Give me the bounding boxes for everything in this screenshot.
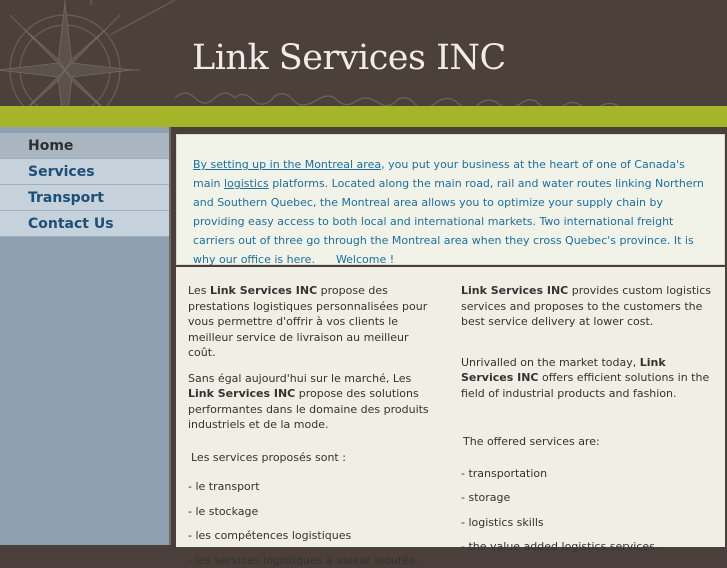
fr-p1-post: propose des prestations logistiques personnalisées pour vous permettre d'offrir à vos clients le meilleur service de livraison au meilleur coût. xyxy=(188,284,427,359)
fr-service-item: - le stockage xyxy=(188,504,438,520)
en-p2-post: offers efficient solutions in the field of industrial products and fashion. xyxy=(461,371,709,400)
en-p2-company: Link Services INC xyxy=(461,356,666,385)
sidebar-nav xyxy=(0,127,171,545)
fr-paragraph-2 xyxy=(188,371,438,433)
intro-text-2: platforms. Located along the main road, rail and water routes linking Northern and Southern Quebec, the Montreal area allows you to optimize your supply chain by providing easy access to both local and international markets. Two international freight carriers out of three go through the Montreal area when they cross Quebec's province. It is why our office is here. xyxy=(193,177,704,266)
nav-item-services[interactable]: Services xyxy=(0,159,169,185)
intro-text-1: , you put your business at the heart of one of Canada's main xyxy=(193,158,685,190)
fr-p1-company: Link Services INC xyxy=(210,284,317,297)
en-service-item: - the value added logistics services. xyxy=(461,539,711,555)
intro-panel xyxy=(176,134,725,265)
fr-service-item: - les compétences logistiques xyxy=(188,528,438,544)
logistics-link[interactable]: logistics xyxy=(224,177,269,190)
en-service-item: - logistics skills xyxy=(461,515,711,531)
en-paragraph-1 xyxy=(461,283,711,330)
fr-services-heading: Les services proposés sont : xyxy=(188,450,438,466)
fr-p2-pre: Sans égal aujourd'hui sur le marché, Les xyxy=(188,372,411,385)
en-services-heading: The offered services are: xyxy=(461,434,711,450)
fr-p1-pre: Les xyxy=(188,284,210,297)
en-p1-post: provides custom logistics services and proposes to the customers the best service delivery at lower cost. xyxy=(461,284,711,328)
site-title: Link Services INC xyxy=(192,38,506,78)
header-accent-bar xyxy=(0,106,727,127)
nav-item-transport[interactable]: Transport xyxy=(0,185,169,211)
main-content xyxy=(174,127,727,545)
services-panel xyxy=(176,267,725,547)
en-p1-company: Link Services INC xyxy=(461,284,568,297)
fr-paragraph-1 xyxy=(188,283,438,361)
nav-item-contact-us[interactable]: Contact Us xyxy=(0,211,169,237)
fr-service-item: - le transport xyxy=(188,479,438,495)
en-paragraph-2 xyxy=(461,355,711,402)
english-column xyxy=(461,283,711,555)
en-service-item: - storage xyxy=(461,490,711,506)
fr-p2-post: propose des solutions performantes dans le domaine des produits industriels et de la mode. xyxy=(188,387,429,431)
fr-p2-company: Link Services INC xyxy=(188,387,295,400)
en-p2-pre: Unrivalled on the market today, xyxy=(461,356,640,369)
nav-item-home[interactable]: Home xyxy=(0,133,169,159)
site-header xyxy=(0,0,727,106)
fr-service-item: - les services logistiques à valeur ajoutée. xyxy=(188,553,438,568)
decorative-script-icon xyxy=(175,84,715,104)
welcome-text: Welcome ! xyxy=(336,253,394,266)
french-column xyxy=(188,283,438,568)
montreal-area-link[interactable]: By setting up in the Montreal area xyxy=(193,158,381,171)
en-service-item: - transportation xyxy=(461,466,711,482)
